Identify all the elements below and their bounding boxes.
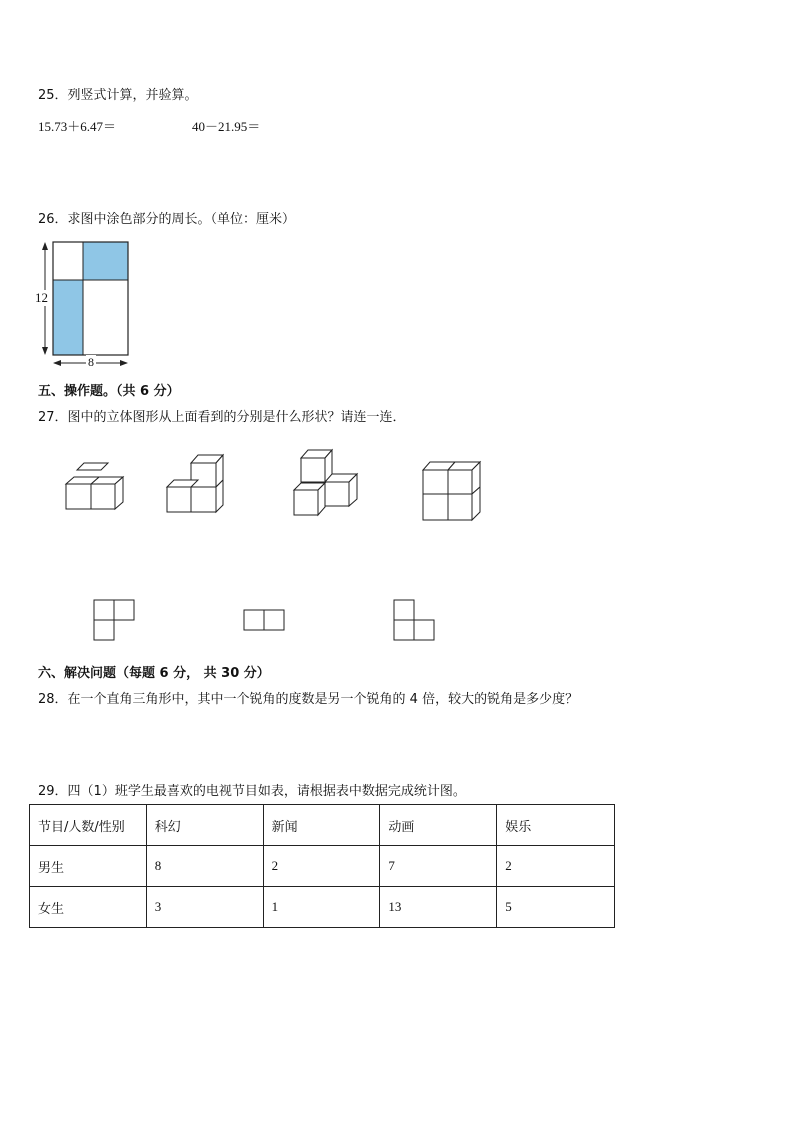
height-label: 12	[35, 290, 48, 305]
header-cell: 动画	[380, 805, 497, 846]
table-cell: 13	[380, 887, 497, 928]
solid-figure-1	[66, 463, 123, 509]
top-view-3	[394, 600, 434, 640]
table-cell: 3	[146, 887, 263, 928]
section5-heading: 五、操作题。（共 6 分）	[38, 384, 180, 399]
width-label: 8	[88, 355, 94, 369]
tv-program-table	[29, 804, 615, 928]
q25-expression-1: 15.73＋6.47＝	[38, 119, 117, 134]
table-cell: 7	[380, 846, 497, 887]
section6-heading: 六、解决问题（每题 6 分， 共 30 分）	[38, 666, 270, 681]
table-cell: 5	[497, 887, 615, 928]
q27-title: 27．图中的立体图形从上面看到的分别是什么形状？请连一连．	[38, 410, 406, 425]
solid-figure-4	[423, 462, 480, 520]
solid-figure-2	[167, 455, 223, 512]
table-header-row	[30, 805, 615, 846]
row-label: 女生	[30, 887, 147, 928]
table-cell: 2	[497, 846, 615, 887]
table-cell: 2	[263, 846, 380, 887]
table-cell: 8	[146, 846, 263, 887]
q26-title: 26．求图中涂色部分的周长。（单位：厘米）	[38, 212, 296, 227]
header-cell: 娱乐	[497, 805, 615, 846]
table-row	[30, 887, 615, 928]
header-cell: 新闻	[263, 805, 380, 846]
row-label: 男生	[30, 846, 147, 887]
header-cell: 节目/人数/性别	[30, 805, 147, 846]
table-row	[30, 846, 615, 887]
header-cell: 科幻	[146, 805, 263, 846]
table-cell: 1	[263, 887, 380, 928]
solid-figure-3	[294, 450, 357, 515]
top-view-2	[244, 610, 284, 630]
q25-title: 25．列竖式计算，并验算。	[38, 88, 198, 103]
q28-title: 28．在一个直角三角形中，其中一个锐角的度数是另一个锐角的 4 倍，较大的锐角是多少度？	[38, 692, 579, 707]
q25-expression-2: 40－21.95＝	[192, 119, 261, 134]
top-view-1	[94, 600, 134, 640]
q29-title: 29．四（1）班学生最喜欢的电视节目如表，请根据表中数据完成统计图。	[38, 784, 466, 799]
